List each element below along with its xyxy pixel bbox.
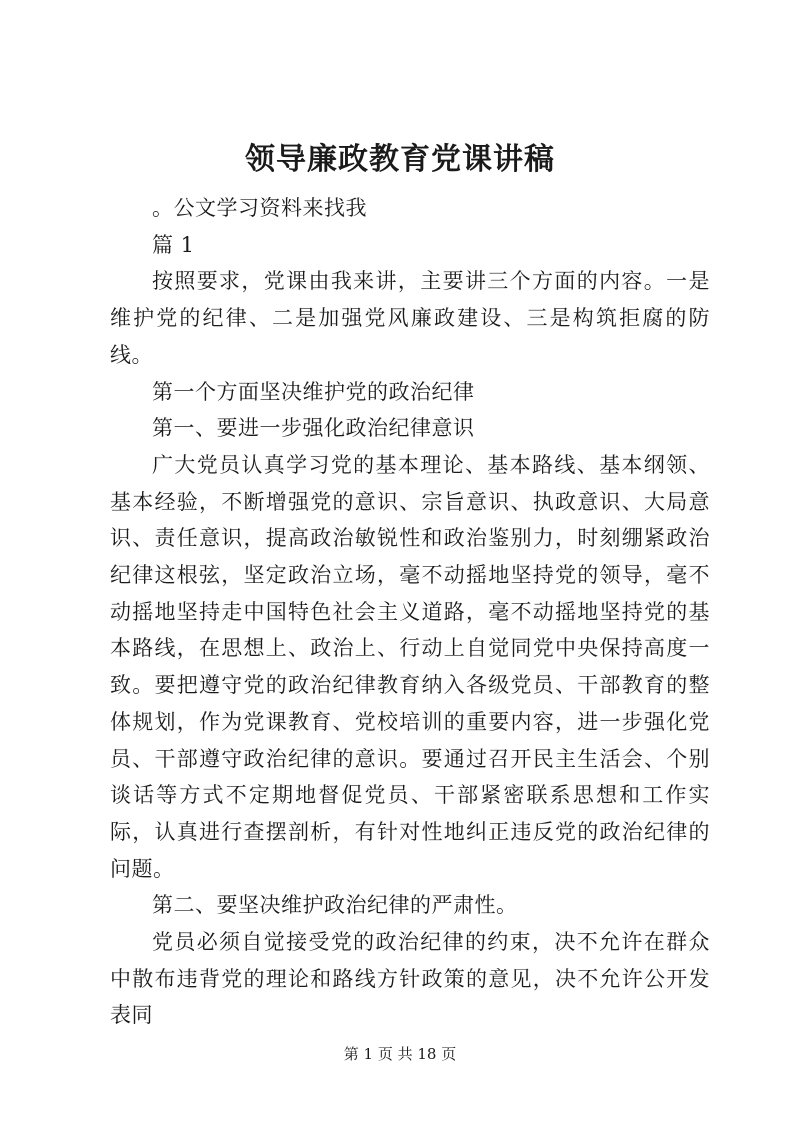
paragraph-heading-1: 第一个方面坚决维护党的政治纪律 bbox=[152, 379, 475, 404]
paragraph-body-2: 党员必须自觉接受党的政治纪律的约束，决不允许在群众中散布违背党的理论和路线方针政策的意见，决不允许公开发表同 bbox=[110, 930, 710, 1028]
document-body bbox=[110, 190, 710, 1034]
document-title: 领导廉政教育党课讲稿 bbox=[245, 142, 555, 177]
paragraph-intro: 按照要求，党课由我来讲，主要讲三个方面的内容。一是维护党的纪律、二是加强党风廉政建设、三是构筑拒腐的防线。 bbox=[110, 269, 710, 367]
page-number-footer: 第 1 页 共 18 页 bbox=[343, 1045, 457, 1063]
paragraph-source-note: 。公文学习资料来找我 bbox=[152, 196, 367, 220]
paragraph-subheading-2: 第二、要坚决维护政治纪律的严肃性。 bbox=[152, 893, 518, 918]
paragraph-section-label: 篇 1 bbox=[152, 232, 195, 257]
paragraph-subheading-1: 第一、要进一步强化政治纪律意识 bbox=[152, 416, 475, 441]
paragraph-body-1: 广大党员认真学习党的基本理论、基本路线、基本纲领、基本经验，不断增强党的意识、宗旨意识、执政意识、大局意识、责任意识，提高政治敏锐性和政治鉴别力，时刻绷紧政治纪律这根弦，坚定政治立场，毫不动摇地坚持党的领导，毫不动摇地坚持走中国特色社会主义道路，毫不动摇地坚持党的基本路线，在思想上、政治上、行动上自觉同党中央保持高度一致。要把遵守党的政治纪律教育纳入各级党员、干部教育的整体规划，作为党课教育、党校培训的重要内容，进一步强化党员、干部遵守政治纪律的意识。要通过召开民主生活会、个别谈话等方式不定期地督促党员、干部紧密联系思想和工作实际，认真进行查摆剖析，有针对性地纠正违反党的政治纪律的问题。 bbox=[110, 452, 710, 881]
